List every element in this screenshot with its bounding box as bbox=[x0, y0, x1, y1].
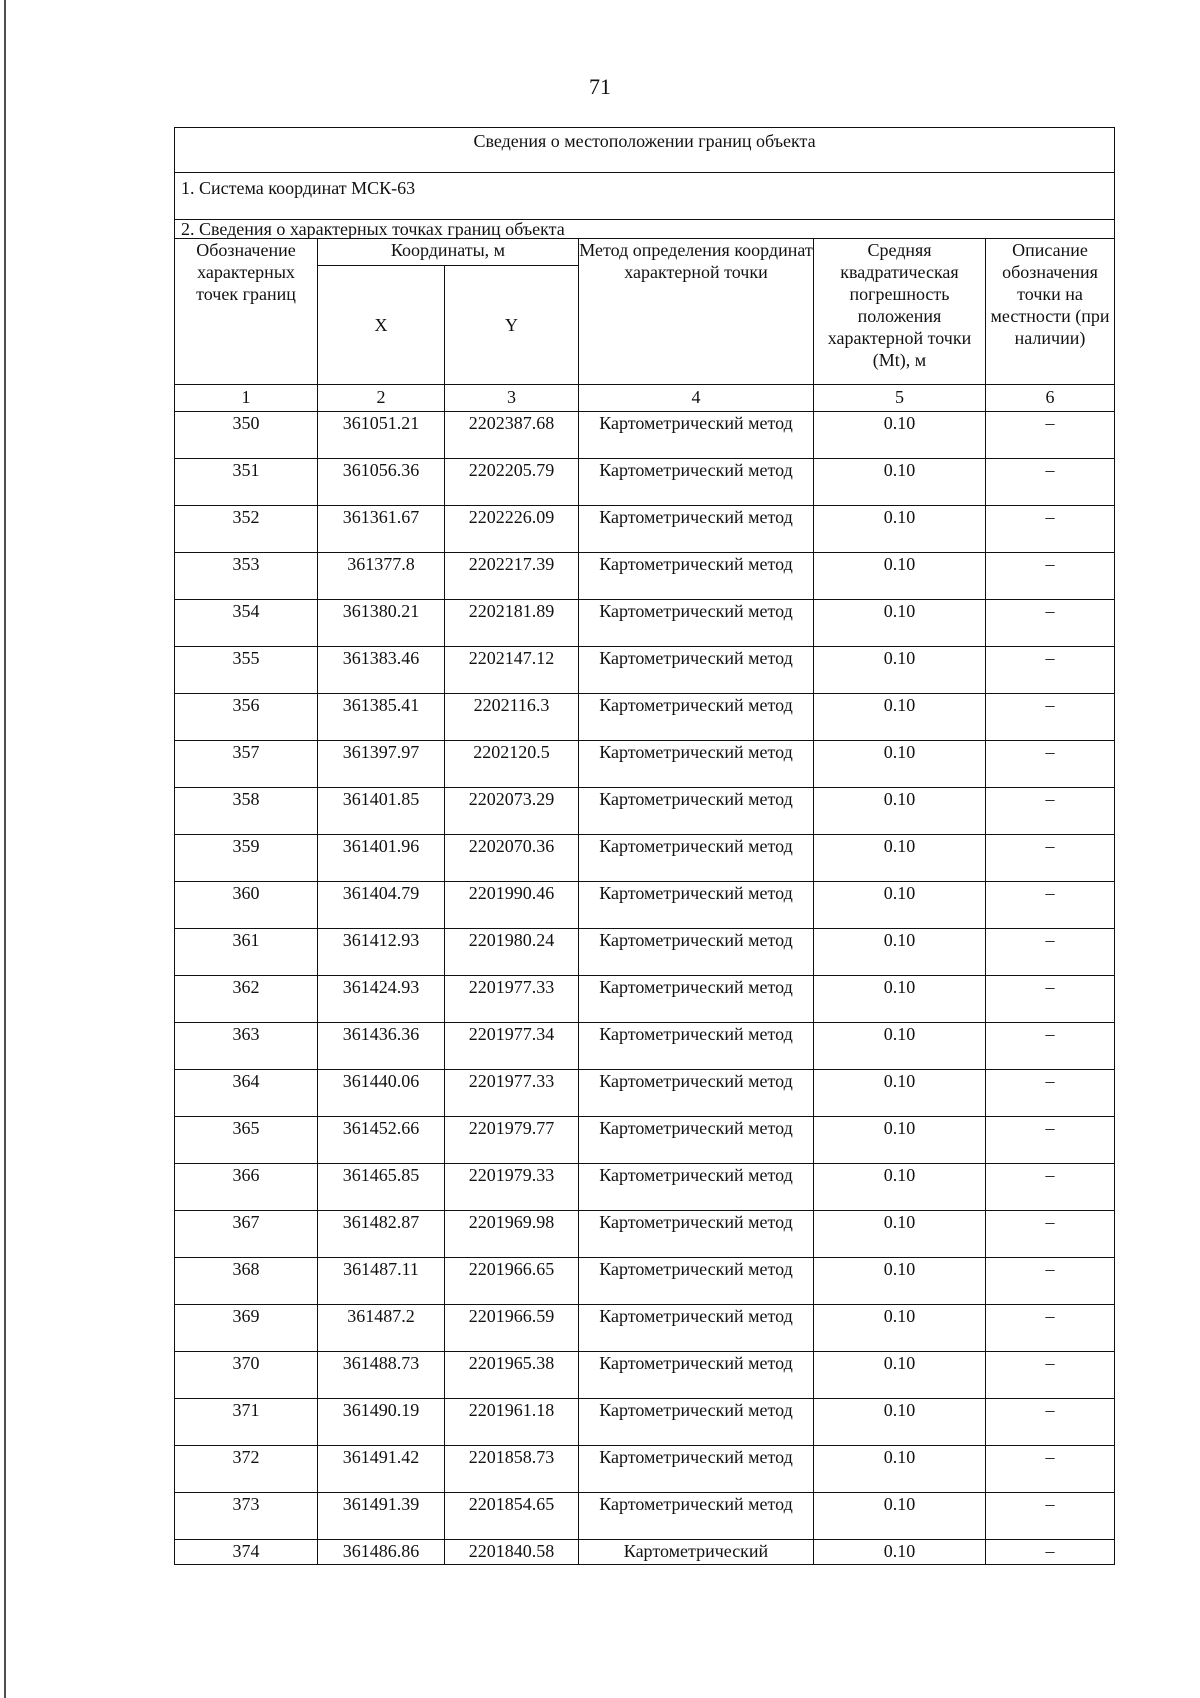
y-coordinate-cell: 2202205.79 bbox=[445, 459, 579, 506]
point-cell: 362 bbox=[175, 976, 318, 1023]
x-coordinate-cell: 361486.86 bbox=[318, 1540, 445, 1565]
point-cell: 350 bbox=[175, 412, 318, 459]
point-cell: 371 bbox=[175, 1399, 318, 1446]
method-cell: Картометрический метод bbox=[579, 1211, 814, 1258]
y-coordinate-cell: 2202217.39 bbox=[445, 553, 579, 600]
x-coordinate-cell: 361361.67 bbox=[318, 506, 445, 553]
description-cell: – bbox=[986, 1493, 1115, 1540]
method-cell: Картометрический метод bbox=[579, 694, 814, 741]
method-cell: Картометрический метод bbox=[579, 1070, 814, 1117]
description-cell: – bbox=[986, 976, 1115, 1023]
method-cell: Картометрический метод bbox=[579, 741, 814, 788]
accuracy-cell: 0.10 bbox=[814, 1211, 986, 1258]
point-cell: 367 bbox=[175, 1211, 318, 1258]
x-coordinate-cell: 361377.8 bbox=[318, 553, 445, 600]
description-cell: – bbox=[986, 694, 1115, 741]
description-cell: – bbox=[986, 647, 1115, 694]
table-row bbox=[175, 976, 1115, 1023]
description-cell: – bbox=[986, 1446, 1115, 1493]
method-cell: Картометрический метод bbox=[579, 1117, 814, 1164]
y-coordinate-cell: 2201961.18 bbox=[445, 1399, 579, 1446]
accuracy-cell: 0.10 bbox=[814, 1399, 986, 1446]
x-coordinate-cell: 361488.73 bbox=[318, 1352, 445, 1399]
table-row bbox=[175, 694, 1115, 741]
table-row bbox=[175, 1352, 1115, 1399]
point-cell: 374 bbox=[175, 1540, 318, 1565]
method-cell: Картометрический метод bbox=[579, 647, 814, 694]
description-cell: – bbox=[986, 1211, 1115, 1258]
point-cell: 364 bbox=[175, 1070, 318, 1117]
header-designation: Обозначение характерных точек границ bbox=[175, 239, 318, 385]
accuracy-cell: 0.10 bbox=[814, 1070, 986, 1117]
accuracy-cell: 0.10 bbox=[814, 1540, 986, 1565]
boundary-points-table bbox=[174, 127, 1115, 1565]
table-row bbox=[175, 600, 1115, 647]
y-coordinate-cell: 2202147.12 bbox=[445, 647, 579, 694]
y-coordinate-cell: 2202116.3 bbox=[445, 694, 579, 741]
table-row bbox=[175, 647, 1115, 694]
x-coordinate-cell: 361491.42 bbox=[318, 1446, 445, 1493]
table-title: Сведения о местоположении границ объекта bbox=[175, 128, 1115, 173]
column-number: 5 bbox=[814, 385, 986, 412]
method-cell: Картометрический метод bbox=[579, 882, 814, 929]
header-coordinates: Координаты, м bbox=[318, 239, 579, 266]
column-number: 6 bbox=[986, 385, 1115, 412]
accuracy-cell: 0.10 bbox=[814, 882, 986, 929]
accuracy-cell: 0.10 bbox=[814, 929, 986, 976]
x-coordinate-cell: 361385.41 bbox=[318, 694, 445, 741]
method-cell: Картометрический метод bbox=[579, 1258, 814, 1305]
y-coordinate-cell: 2201966.65 bbox=[445, 1258, 579, 1305]
y-coordinate-cell: 2201858.73 bbox=[445, 1446, 579, 1493]
y-coordinate-cell: 2201979.33 bbox=[445, 1164, 579, 1211]
description-cell: – bbox=[986, 1540, 1115, 1565]
accuracy-cell: 0.10 bbox=[814, 1164, 986, 1211]
y-coordinate-cell: 2201979.77 bbox=[445, 1117, 579, 1164]
accuracy-cell: 0.10 bbox=[814, 976, 986, 1023]
table-row bbox=[175, 1117, 1115, 1164]
description-cell: – bbox=[986, 835, 1115, 882]
x-coordinate-cell: 361487.11 bbox=[318, 1258, 445, 1305]
accuracy-cell: 0.10 bbox=[814, 835, 986, 882]
x-coordinate-cell: 361490.19 bbox=[318, 1399, 445, 1446]
y-coordinate-cell: 2201977.34 bbox=[445, 1023, 579, 1070]
y-coordinate-cell: 2202387.68 bbox=[445, 412, 579, 459]
point-cell: 372 bbox=[175, 1446, 318, 1493]
x-coordinate-cell: 361424.93 bbox=[318, 976, 445, 1023]
header-description: Описание обозначения точки на местности (при наличии) bbox=[986, 239, 1115, 385]
y-coordinate-cell: 2201965.38 bbox=[445, 1352, 579, 1399]
table-row bbox=[175, 1070, 1115, 1117]
table-row bbox=[175, 835, 1115, 882]
description-cell: – bbox=[986, 1258, 1115, 1305]
point-cell: 355 bbox=[175, 647, 318, 694]
x-coordinate-cell: 361452.66 bbox=[318, 1117, 445, 1164]
point-cell: 361 bbox=[175, 929, 318, 976]
points-section-title: 2. Сведения о характерных точках границ объекта bbox=[175, 220, 1115, 239]
description-cell: – bbox=[986, 1070, 1115, 1117]
method-cell: Картометрический метод bbox=[579, 929, 814, 976]
x-coordinate-cell: 361487.2 bbox=[318, 1305, 445, 1352]
table-row bbox=[175, 412, 1115, 459]
column-number: 2 bbox=[318, 385, 445, 412]
x-coordinate-cell: 361491.39 bbox=[318, 1493, 445, 1540]
coordinate-system: 1. Система координат МСК-63 bbox=[175, 173, 1115, 220]
x-coordinate-cell: 361412.93 bbox=[318, 929, 445, 976]
table-row bbox=[175, 741, 1115, 788]
point-cell: 358 bbox=[175, 788, 318, 835]
description-cell: – bbox=[986, 506, 1115, 553]
scan-edge bbox=[4, 0, 6, 1698]
method-cell: Картометрический метод bbox=[579, 459, 814, 506]
x-coordinate-cell: 361056.36 bbox=[318, 459, 445, 506]
y-coordinate-cell: 2201990.46 bbox=[445, 882, 579, 929]
method-cell: Картометрический метод bbox=[579, 788, 814, 835]
point-cell: 351 bbox=[175, 459, 318, 506]
x-coordinate-cell: 361380.21 bbox=[318, 600, 445, 647]
table-row bbox=[175, 1164, 1115, 1211]
x-coordinate-cell: 361051.21 bbox=[318, 412, 445, 459]
description-cell: – bbox=[986, 600, 1115, 647]
accuracy-cell: 0.10 bbox=[814, 459, 986, 506]
table-row bbox=[175, 1211, 1115, 1258]
y-coordinate-cell: 2202120.5 bbox=[445, 741, 579, 788]
point-cell: 370 bbox=[175, 1352, 318, 1399]
description-cell: – bbox=[986, 1023, 1115, 1070]
point-cell: 369 bbox=[175, 1305, 318, 1352]
x-coordinate-cell: 361397.97 bbox=[318, 741, 445, 788]
point-cell: 373 bbox=[175, 1493, 318, 1540]
method-cell: Картометрический метод bbox=[579, 1446, 814, 1493]
description-cell: – bbox=[986, 1164, 1115, 1211]
accuracy-cell: 0.10 bbox=[814, 506, 986, 553]
table-row bbox=[175, 459, 1115, 506]
y-coordinate-cell: 2202181.89 bbox=[445, 600, 579, 647]
point-cell: 366 bbox=[175, 1164, 318, 1211]
method-cell: Картометрический метод bbox=[579, 976, 814, 1023]
point-cell: 352 bbox=[175, 506, 318, 553]
point-cell: 354 bbox=[175, 600, 318, 647]
method-cell: Картометрический метод bbox=[579, 506, 814, 553]
x-coordinate-cell: 361482.87 bbox=[318, 1211, 445, 1258]
point-cell: 359 bbox=[175, 835, 318, 882]
description-cell: – bbox=[986, 788, 1115, 835]
y-coordinate-cell: 2201969.98 bbox=[445, 1211, 579, 1258]
y-coordinate-cell: 2201980.24 bbox=[445, 929, 579, 976]
point-cell: 368 bbox=[175, 1258, 318, 1305]
accuracy-cell: 0.10 bbox=[814, 1023, 986, 1070]
x-coordinate-cell: 361401.96 bbox=[318, 835, 445, 882]
table-row bbox=[175, 506, 1115, 553]
method-cell: Картометрический метод bbox=[579, 1164, 814, 1211]
x-coordinate-cell: 361404.79 bbox=[318, 882, 445, 929]
accuracy-cell: 0.10 bbox=[814, 1352, 986, 1399]
method-cell: Картометрический метод bbox=[579, 1305, 814, 1352]
description-cell: – bbox=[986, 459, 1115, 506]
method-cell: Картометрический метод bbox=[579, 553, 814, 600]
table-row bbox=[175, 1023, 1115, 1070]
column-number: 3 bbox=[445, 385, 579, 412]
point-cell: 365 bbox=[175, 1117, 318, 1164]
method-cell: Картометрический метод bbox=[579, 1352, 814, 1399]
column-number: 4 bbox=[579, 385, 814, 412]
x-coordinate-cell: 361465.85 bbox=[318, 1164, 445, 1211]
header-method: Метод определения координат характерной точки bbox=[579, 239, 814, 385]
table-row bbox=[175, 1540, 1115, 1565]
page-number: 71 bbox=[589, 74, 611, 99]
y-coordinate-cell: 2201977.33 bbox=[445, 1070, 579, 1117]
x-coordinate-cell: 361436.36 bbox=[318, 1023, 445, 1070]
point-cell: 357 bbox=[175, 741, 318, 788]
accuracy-cell: 0.10 bbox=[814, 1258, 986, 1305]
y-coordinate-cell: 2201840.58 bbox=[445, 1540, 579, 1565]
accuracy-cell: 0.10 bbox=[814, 1446, 986, 1493]
method-cell: Картометрический метод bbox=[579, 412, 814, 459]
y-coordinate-cell: 2202073.29 bbox=[445, 788, 579, 835]
table-row bbox=[175, 553, 1115, 600]
method-cell: Картометрический метод bbox=[579, 1493, 814, 1540]
point-cell: 360 bbox=[175, 882, 318, 929]
point-cell: 353 bbox=[175, 553, 318, 600]
method-cell: Картометрический метод bbox=[579, 1023, 814, 1070]
description-cell: – bbox=[986, 1305, 1115, 1352]
accuracy-cell: 0.10 bbox=[814, 741, 986, 788]
accuracy-cell: 0.10 bbox=[814, 647, 986, 694]
y-coordinate-cell: 2201854.65 bbox=[445, 1493, 579, 1540]
description-cell: – bbox=[986, 741, 1115, 788]
method-cell: Картометрический метод bbox=[579, 600, 814, 647]
accuracy-cell: 0.10 bbox=[814, 553, 986, 600]
method-cell: Картометрический bbox=[579, 1540, 814, 1565]
header-y: Y bbox=[445, 266, 579, 385]
description-cell: – bbox=[986, 553, 1115, 600]
y-coordinate-cell: 2201966.59 bbox=[445, 1305, 579, 1352]
accuracy-cell: 0.10 bbox=[814, 600, 986, 647]
header-accuracy: Средняя квадратическая погрешность положения характерной точки (Mt), м bbox=[814, 239, 986, 385]
table-row bbox=[175, 1493, 1115, 1540]
accuracy-cell: 0.10 bbox=[814, 1117, 986, 1164]
y-coordinate-cell: 2202226.09 bbox=[445, 506, 579, 553]
description-cell: – bbox=[986, 882, 1115, 929]
description-cell: – bbox=[986, 1352, 1115, 1399]
header-x: X bbox=[318, 266, 445, 385]
y-coordinate-cell: 2201977.33 bbox=[445, 976, 579, 1023]
column-number: 1 bbox=[175, 385, 318, 412]
description-cell: – bbox=[986, 929, 1115, 976]
table-row bbox=[175, 788, 1115, 835]
description-cell: – bbox=[986, 1117, 1115, 1164]
method-cell: Картометрический метод bbox=[579, 835, 814, 882]
x-coordinate-cell: 361401.85 bbox=[318, 788, 445, 835]
table-row bbox=[175, 1446, 1115, 1493]
table-row bbox=[175, 1399, 1115, 1446]
accuracy-cell: 0.10 bbox=[814, 1305, 986, 1352]
accuracy-cell: 0.10 bbox=[814, 694, 986, 741]
x-coordinate-cell: 361440.06 bbox=[318, 1070, 445, 1117]
table-row bbox=[175, 929, 1115, 976]
y-coordinate-cell: 2202070.36 bbox=[445, 835, 579, 882]
x-coordinate-cell: 361383.46 bbox=[318, 647, 445, 694]
method-cell: Картометрический метод bbox=[579, 1399, 814, 1446]
table-row bbox=[175, 882, 1115, 929]
accuracy-cell: 0.10 bbox=[814, 412, 986, 459]
description-cell: – bbox=[986, 412, 1115, 459]
accuracy-cell: 0.10 bbox=[814, 788, 986, 835]
description-cell: – bbox=[986, 1399, 1115, 1446]
point-cell: 363 bbox=[175, 1023, 318, 1070]
table-row bbox=[175, 1258, 1115, 1305]
table-row bbox=[175, 1305, 1115, 1352]
accuracy-cell: 0.10 bbox=[814, 1493, 986, 1540]
point-cell: 356 bbox=[175, 694, 318, 741]
